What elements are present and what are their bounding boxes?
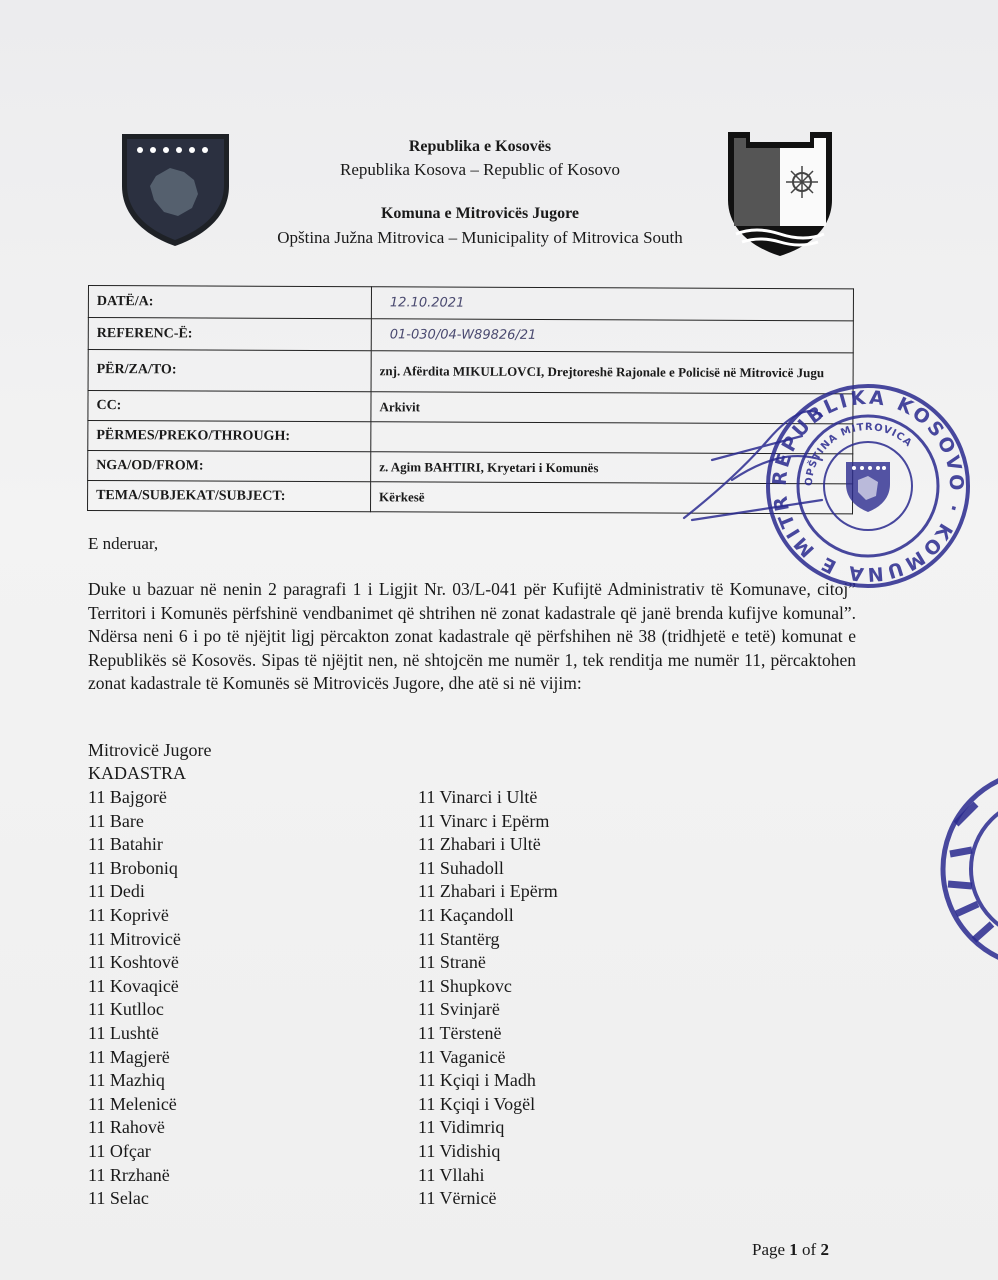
municipality-emblem-icon	[726, 130, 834, 258]
list-item: 11 Vidimriq	[418, 1117, 505, 1138]
list-item: 11 Vllahi	[418, 1164, 485, 1185]
through-label: PËRMES/PREKO/THROUGH:	[88, 421, 371, 452]
list-item: 11 Ofçar	[88, 1140, 151, 1161]
list-item: 11 Batahir	[88, 834, 163, 855]
list-title: Mitrovicë Jugore	[88, 740, 212, 760]
page-prefix: Page	[752, 1240, 790, 1259]
list-item: 11 Tërstenë	[418, 1022, 502, 1043]
body-paragraph: Duke u bazuar në nenin 2 paragrafi 1 i Ligjit Nr. 03/L-041 për Kufijtë Administrativ të Komunave, citoj” Territori i Komunës përfshinë vendbanimet që shtrihen në zonat kadastrale që janë brenda kufijve komunal”. Ndërsa neni 6 i po të njëjtit ligj përcakton zonat kadastrale që përfshihen në 38 (tridhjetë e tetë) komunat e Republikës së Kosovës. Sipas të njëjtit nen, në shtojcën me numër 1, tek renditja me numër 11, përcaktohen zonat kadastrale të Komunës së Mitrovicës Jugore, dhe atë si në vijim:	[88, 579, 856, 693]
list-item: 11 Kovaqicë	[88, 975, 179, 996]
list-subtitle: KADASTRA	[88, 763, 187, 783]
list-item: 11 Stranë	[418, 952, 486, 973]
list-item: 11 Vidishiq	[418, 1140, 501, 1161]
sender-value: z. Agim BAHTIRI, Kryetari i Komunës	[371, 452, 853, 484]
signature-icon	[672, 400, 832, 530]
reference-value: 01-030/04-W89826/21	[371, 319, 853, 353]
header-republic-multilingual: Republika Kosova – Republic of Kosovo	[340, 160, 620, 179]
page-total: 2	[820, 1240, 829, 1259]
list-item: 11 Rrzhanë	[88, 1164, 170, 1185]
list-item: 11 Koprivë	[88, 904, 169, 925]
list-item: 11 Selac	[88, 1188, 149, 1209]
cadastral-zones-right-list	[418, 786, 558, 1211]
list-item: 11 Melenicë	[88, 1093, 177, 1114]
list-item: 11 Stantërg	[418, 928, 500, 949]
list-item: 11 Bajgorë	[88, 787, 167, 807]
kosovo-coat-of-arms-icon	[118, 128, 233, 248]
list-item: 11 Kutlloc	[88, 999, 164, 1020]
list-item: 11 Mitrovicë	[88, 928, 181, 949]
list-item: 11 Lushtë	[88, 1022, 159, 1043]
list-item: 11 Rahovë	[88, 1117, 165, 1138]
header-municipality-multilingual: Opština Južna Mitrovica – Municipality of Mitrovica South	[277, 228, 683, 247]
page-number: 1	[789, 1240, 798, 1259]
list-item: 11 Suhadoll	[418, 857, 504, 878]
header-municipality-albanian: Komuna e Mitrovicës Jugore	[380, 205, 580, 222]
list-item: 11 Vinarc i Epërm	[418, 810, 550, 831]
subject-value: Kërkesë	[371, 482, 853, 514]
date-value: 12.10.2021	[371, 287, 853, 321]
cc-label: CC:	[88, 391, 371, 422]
list-item: 11 Bare	[88, 810, 144, 831]
list-item: 11 Dedi	[88, 881, 145, 902]
list-item: 11 Kaçandoll	[418, 904, 514, 925]
list-item: 11 Koshtovë	[88, 952, 179, 973]
list-item: 11 Broboniq	[88, 857, 178, 878]
recipient-label: PËR/ZA/TO:	[88, 350, 371, 392]
list-item: 11 Vaganicë	[418, 1046, 506, 1067]
recipient-value: znj. Afërdita MIKULLOVCI, Drejtoreshë Rajonale e Policisë në Mitrovicë Jugu	[371, 351, 853, 394]
page-indicator	[752, 1240, 829, 1260]
list-item: 11 Shupkovc	[418, 975, 512, 996]
list-item: 11 Zhabari i Ultë	[418, 834, 541, 855]
list-item: 11 Vinarci i Ultë	[418, 787, 538, 807]
cadastral-zones-left-list	[88, 786, 181, 1211]
partial-stamp-icon	[936, 764, 998, 974]
header-republic-albanian: Republika e Kosovës	[408, 138, 552, 155]
greeting: E nderuar,	[88, 534, 159, 553]
cc-value: Arkivit	[371, 392, 853, 424]
list-item: 11 Mazhiq	[88, 1070, 165, 1091]
stamp-inner-text: OPŠTINA MITROVICA	[803, 421, 915, 487]
reference-label: REFERENC-Ë:	[88, 318, 371, 351]
list-item: 11 Kçiqi i Madh	[418, 1070, 536, 1091]
list-item: 11 Magjerë	[88, 1046, 170, 1067]
list-item: 11 Zhabari i Epërm	[418, 881, 558, 902]
subject-label: TEMA/SUBJEKAT/SUBJECT:	[88, 481, 371, 512]
sender-label: NGA/OD/FROM:	[88, 451, 371, 482]
page-of: of	[797, 1240, 821, 1259]
stamp-outer-text: REPUBLIKA KOSOVO · KOMUNA E MITR	[768, 386, 968, 586]
list-item: 11 Svinjarë	[418, 999, 500, 1020]
date-label: DATË/A:	[88, 286, 371, 319]
list-item: 11 Kçiqi i Vogël	[418, 1093, 536, 1114]
list-item: 11 Vërnicë	[418, 1188, 497, 1209]
